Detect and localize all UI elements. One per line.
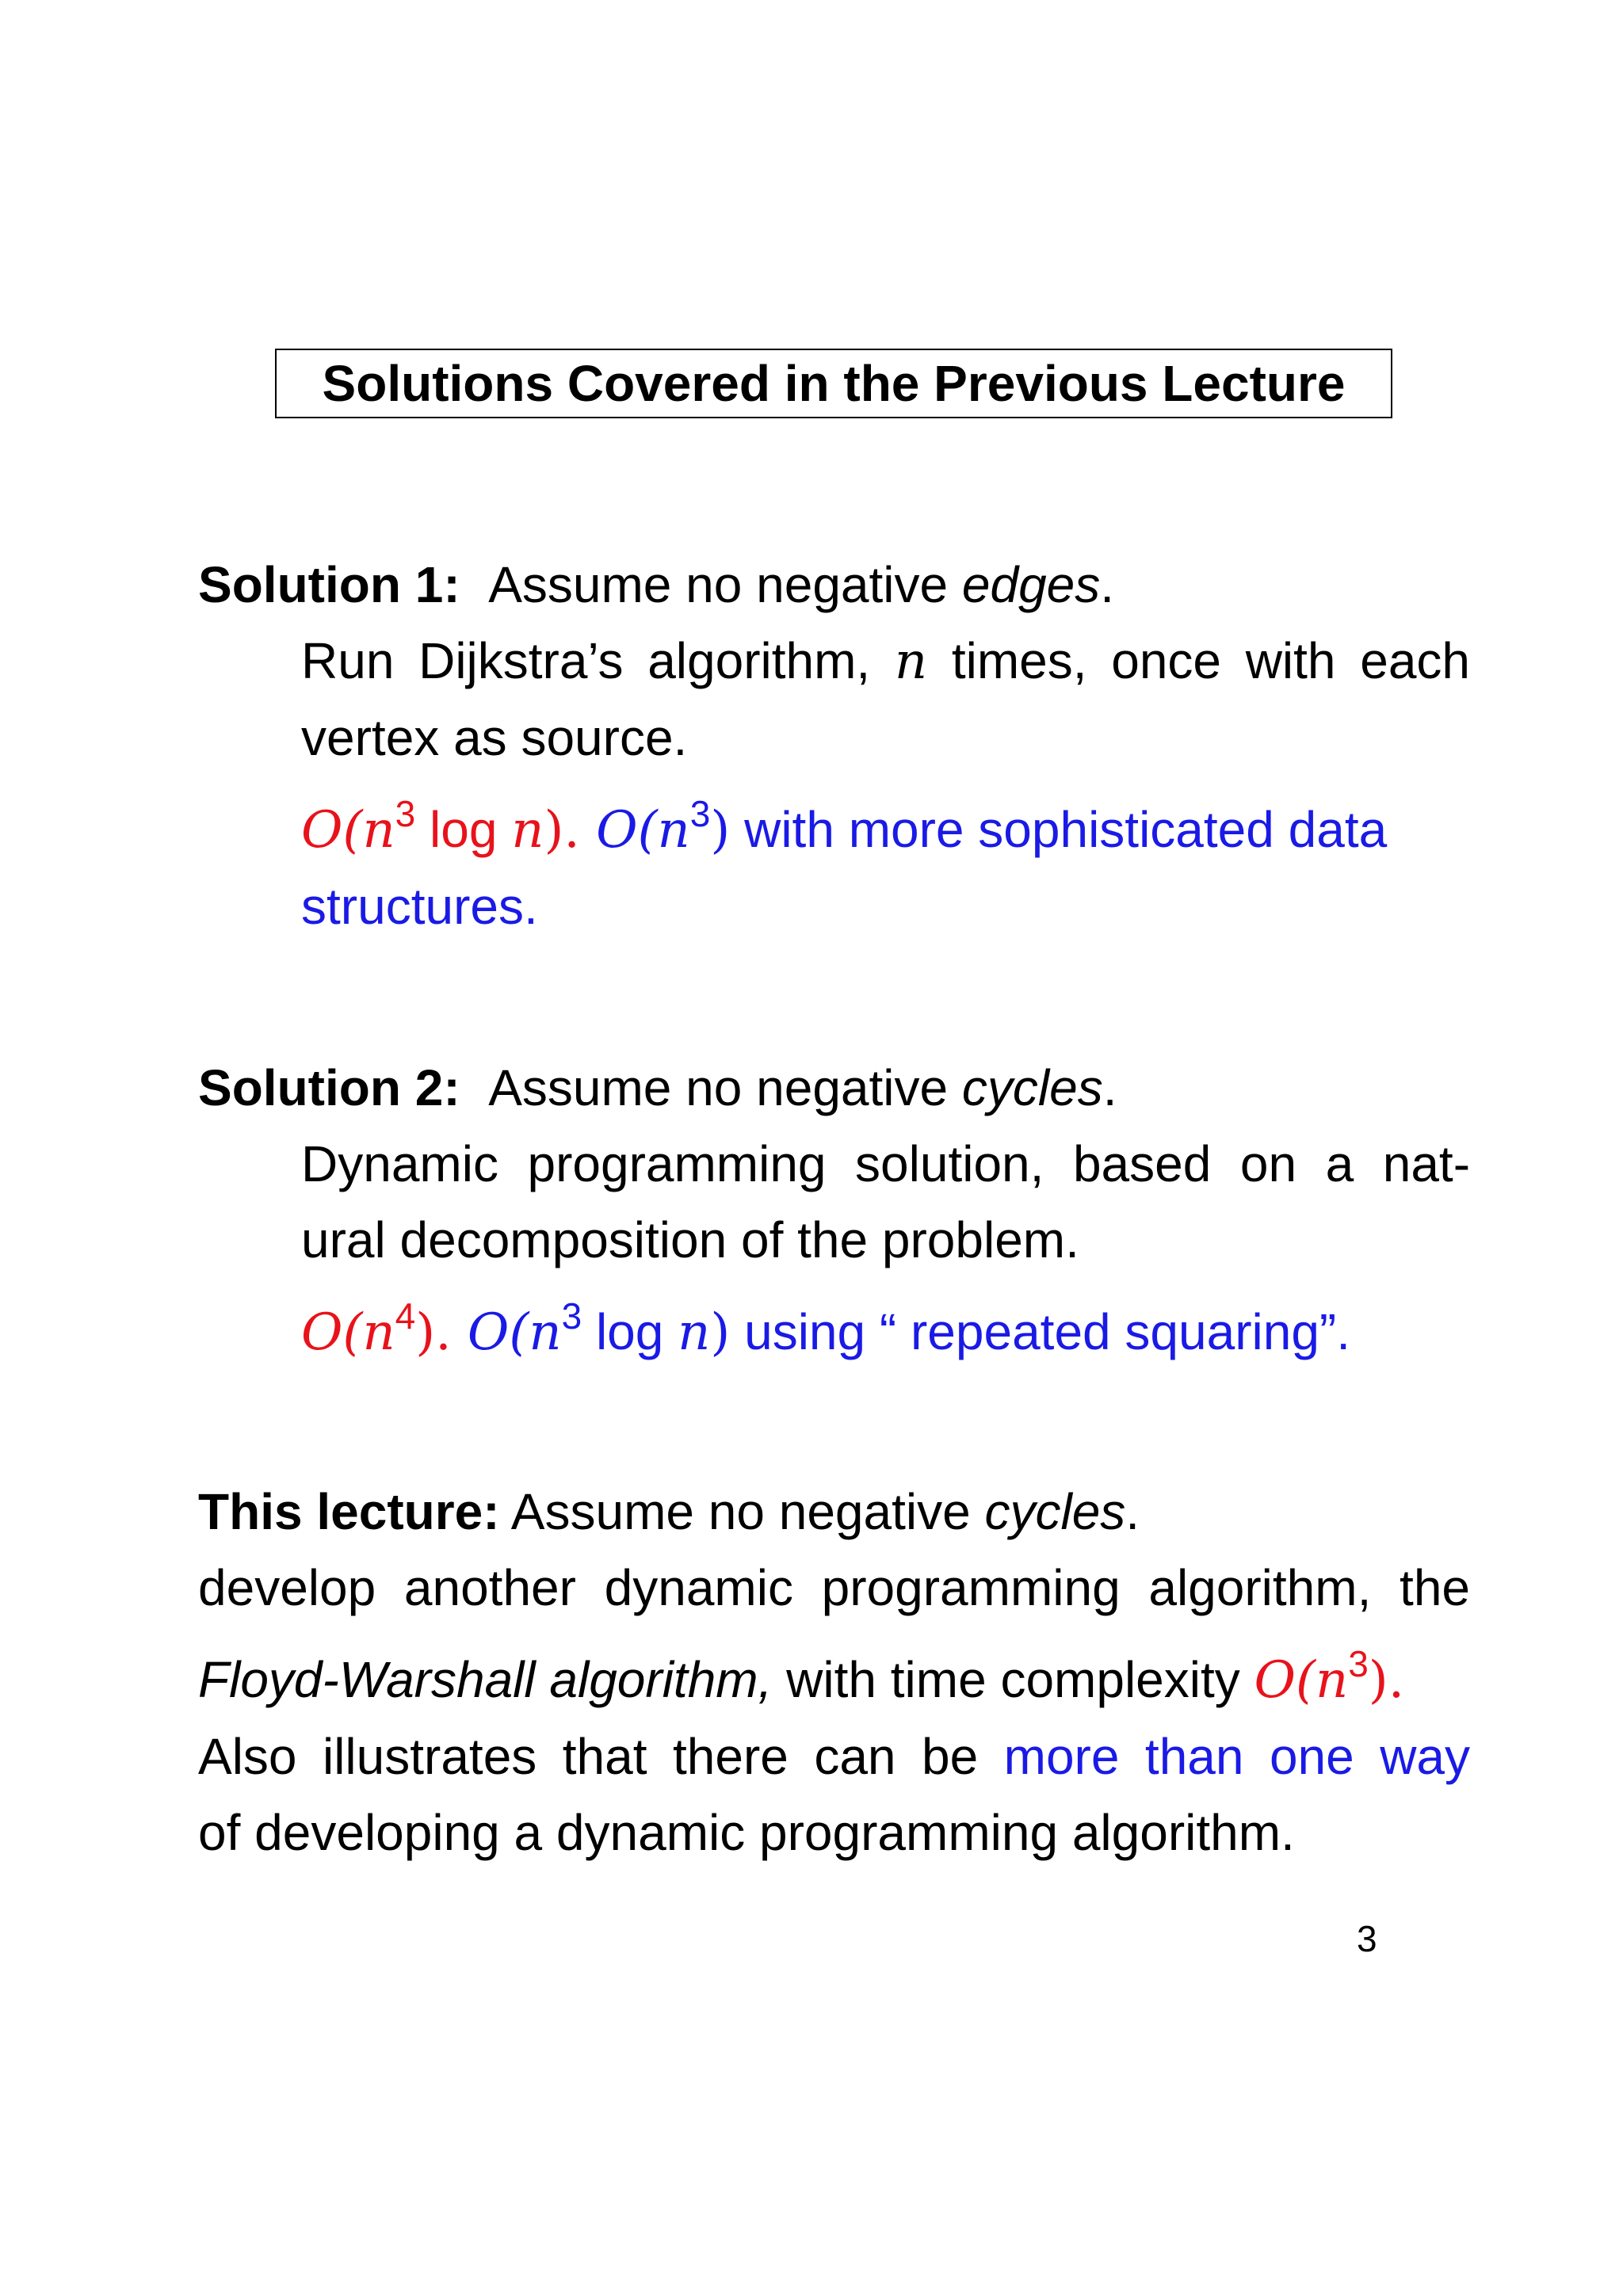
this-lecture-red-open: O(n [1254,1651,1349,1710]
solution-2-blue-open: O(n [467,1303,562,1362]
this-lecture-line-1: develop another dynamic programming algorithm, the [198,1559,1470,1616]
solution-1-red-sup: 3 [395,793,416,834]
slide-title: Solutions Covered in the Previous Lecture [322,355,1346,412]
this-lecture-assume: Assume no negative [499,1483,985,1540]
solution-1-red-open: O(n [301,801,395,860]
solution-1-assume-end: . [1100,556,1115,613]
this-lecture-line-3a: Also illustrates that there can be [198,1728,1004,1785]
this-lecture-assume-end: . [1125,1483,1140,1540]
solution-2-line-2: ural decomposition of the problem. [301,1211,1079,1268]
this-lecture-label: This lecture: [198,1483,500,1540]
this-lecture-block [198,1474,1470,1871]
this-lecture-red-sup: 3 [1348,1643,1369,1684]
solution-2-complexity [198,1278,1470,1371]
this-lecture-line-2-text: with time complexity [772,1651,1254,1708]
this-lecture-assume-em: cycles [984,1483,1126,1540]
solution-1-assume-em: edges [961,556,1101,613]
solution-1-blue-text: with more sophisticated data [730,801,1388,858]
solution-2-red-open: O(n [301,1303,395,1362]
solution-2-line-1: Dynamic programming solution, based on a nat- [301,1135,1470,1192]
solution-1-block [198,547,1470,944]
solution-1-n: n [894,632,928,691]
this-lecture-line-2 [198,1626,1470,1718]
slide-title-box [275,349,1392,418]
solution-1-label: Solution 1: [198,556,460,613]
solution-2-blue-n: n [678,1303,711,1362]
solution-1-line-1a: Run Dijkstra’s algorithm, [301,632,895,689]
solution-2-red-sup: 4 [395,1295,416,1337]
solution-1-line-2: vertex as source. [301,709,688,766]
solution-2-assume: Assume no negative [488,1059,962,1116]
solution-1-red-close: ). [544,801,597,860]
solution-1-complexity [198,776,1470,868]
solution-2-label: Solution 2: [198,1059,460,1116]
solution-1-red-log: log [415,801,512,858]
solution-1-assume: Assume no negative [488,556,962,613]
floyd-warshall-name: Floyd-Warshall algorithm, [198,1651,773,1708]
solution-2-assume-em: cycles [961,1059,1103,1116]
solution-1-line-1 [198,623,1470,700]
solution-2-block [198,1050,1470,1371]
solution-2-red-close: ). [415,1303,468,1362]
solution-1-red-n: n [511,801,544,860]
solution-1-blue-sup: 3 [689,793,711,834]
solution-1-blue-open: O(n [596,801,690,860]
solution-2-blue-close: ) [710,1303,731,1362]
solution-2-assume-end: . [1102,1059,1117,1116]
this-lecture-heading [198,1474,1470,1550]
page-number: 3 [1357,1918,1377,1959]
solution-1-line-1b: times, once with each [927,632,1471,689]
solution-2-blue-text: using “ repeated squaring”. [730,1303,1350,1360]
solution-2-heading [198,1050,1470,1126]
this-lecture-line-3 [198,1718,1470,1794]
this-lecture-line-3-blue: more than one way [1003,1728,1470,1785]
solution-2-blue-sup: 3 [561,1295,582,1337]
solution-1-blue-close: ) [710,801,731,860]
this-lecture-line-4: of developing a dynamic programming algorithm. [198,1804,1295,1861]
solution-1-blue-text-2: structures. [301,878,538,935]
this-lecture-red-close: ). [1368,1651,1405,1710]
solution-2-blue-log: log [582,1303,678,1360]
solution-1-heading [198,547,1470,623]
